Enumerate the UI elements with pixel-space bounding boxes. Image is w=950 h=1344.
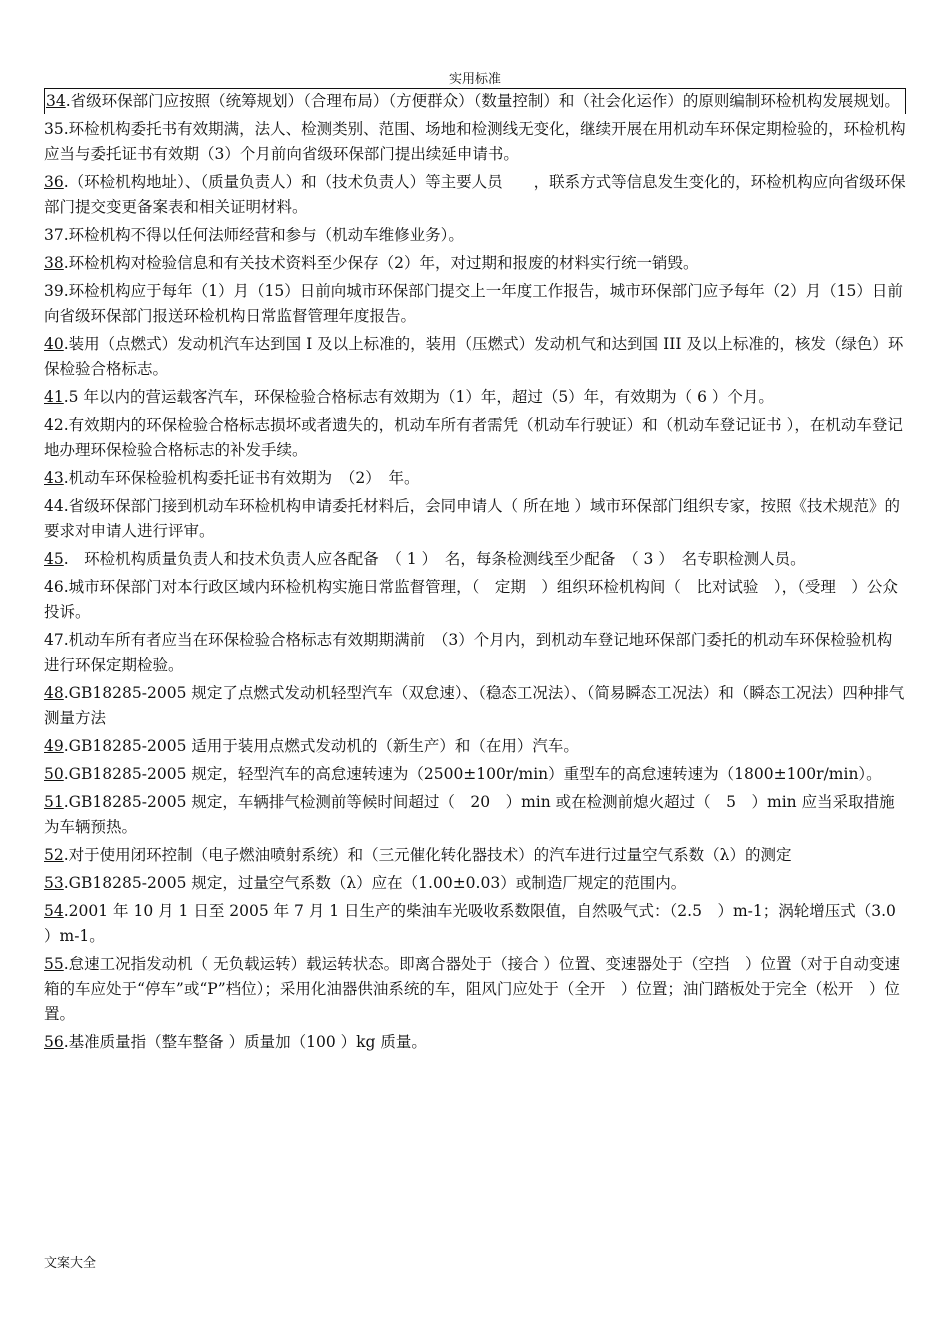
- question-text: .2001 年 10 月 1 日至 2005 年 7 月 1 日生产的柴油车光吸收系数限值，自然吸气式：（2.5 ）m-1；涡轮增压式（3.0 ）m-1。: [44, 902, 896, 945]
- question-text: .基准质量指（整车整备 ）质量加（100 ）kg 质量。: [63, 1033, 427, 1051]
- question-item: [44, 681, 906, 731]
- question-number: 34: [46, 92, 66, 110]
- question-item: [44, 899, 906, 949]
- question-number: 56: [44, 1033, 64, 1051]
- question-text: .GB18285-2005 规定，轻型汽车的高怠速转速为（2500±100r/min）重型车的高怠速转速为（1800±100r/min）。: [63, 765, 882, 783]
- question-item: [44, 413, 906, 463]
- question-text: .GB18285-2005 规定了点燃式发动机轻型汽车（双怠速）、（稳态工况法）、（简易瞬态工况法）和（瞬态工况法）四种排气测量方法: [44, 684, 905, 727]
- question-item: [44, 762, 906, 787]
- question-text: .环检机构对检验信息和有关技术资料至少保存（2）年，对过期和报废的材料实行统一销毁。: [63, 254, 699, 272]
- question-text: .（环检机构地址）、（质量负责人）和（技术负责人）等主要人员 ，联系方式等信息发生变化的，环检机构应向省级环保部门提交变更备案表和相关证明材料。: [44, 173, 906, 216]
- question-number: 36: [44, 173, 64, 191]
- question-number: 54: [44, 902, 64, 920]
- question-item: [44, 628, 906, 678]
- question-number: 45: [44, 550, 64, 568]
- question-item: [44, 1030, 906, 1055]
- question-text: .GB18285-2005 适用于装用点燃式发动机的（新生产）和（在用）汽车。: [63, 737, 579, 755]
- question-item: [44, 952, 906, 1027]
- question-number: 38: [44, 254, 64, 272]
- question-number: 40: [44, 335, 64, 353]
- question-text: .环检机构委托书有效期满，法人、检测类别、范围、场地和检测线无变化，继续开展在用机动车环保定期检验的，环检机构应当与委托证书有效期（3）个月前向省级环保部门提出续延申请书。: [44, 120, 906, 163]
- question-item: [44, 843, 906, 868]
- question-item: [44, 871, 906, 896]
- question-item: [44, 170, 906, 220]
- question-text: .GB18285-2005 规定，过量空气系数（λ）应在（1.00±0.03）或制造厂规定的范围内。: [63, 874, 687, 892]
- question-number: 43: [44, 469, 64, 487]
- question-number: 39: [44, 282, 64, 300]
- question-text: .机动车所有者应当在环保检验合格标志有效期期满前 （3）个月内，到机动车登记地环保部门委托的机动车环保检验机构进行环保定期检验。: [44, 631, 893, 674]
- question-number: 41: [44, 388, 64, 406]
- question-item: [44, 251, 906, 276]
- question-text: .5 年以内的营运载客汽车，环保检验合格标志有效期为（1）年，超过（5）年，有效期为（ 6 ）个月。: [63, 388, 774, 406]
- question-text: .机动车环保检验机构委托证书有效期为 （2） 年。: [63, 469, 420, 487]
- question-item: [44, 117, 906, 167]
- question-number: 51: [44, 793, 64, 811]
- question-number: 49: [44, 737, 64, 755]
- question-number: 47: [44, 631, 64, 649]
- question-list: [44, 88, 906, 1058]
- question-text: .省级环保部门应按照（统筹规划）（合理布局）（方便群众）（数量控制）和（社会化运作）的原则编制环检机构发展规划。: [65, 92, 900, 110]
- question-number: 35: [44, 120, 64, 138]
- question-number: 50: [44, 765, 64, 783]
- question-number: 52: [44, 846, 64, 864]
- question-item: [44, 223, 906, 248]
- question-number: 48: [44, 684, 64, 702]
- question-item: [44, 466, 906, 491]
- question-text: .怠速工况指发动机（ 无负载运转）载运转状态。即离合器处于（接合 ）位置、变速器处于（空挡 ）位置（对于自动变速箱的车应处于“停车”或“P”档位）；采用化油器供油系统的车，阻风门应处于（全开 ）位置；油门踏板处于完全（松开 ）位置。: [44, 955, 901, 1023]
- question-text: .装用（点燃式）发动机汽车达到国 I 及以上标准的，装用（压燃式）发动机气和达到国 III 及以上标准的，核发（绿色）环保检验合格标志。: [44, 335, 904, 378]
- question-number: 55: [44, 955, 64, 973]
- question-number: 44: [44, 497, 64, 515]
- question-text: .有效期内的环保检验合格标志损坏或者遗失的，机动车所有者需凭（机动车行驶证）和（机动车登记证书 ），在机动车登记地办理环保检验合格标志的补发手续。: [44, 416, 903, 459]
- question-item: [44, 332, 906, 382]
- question-text: . 环检机构质量负责人和技术负责人应各配备 （ 1 ） 名，每条检测线至少配备 （ 3 ） 名专职检测人员。: [63, 550, 806, 568]
- page-footer: 文案大全: [44, 1256, 97, 1271]
- question-text: .环检机构应于每年（1）月（15）日前向城市环保部门提交上一年度工作报告，城市环保部门应予每年（2）月（15）日前向省级环保部门报送环检机构日常监督管理年度报告。: [44, 282, 903, 325]
- question-item: [44, 547, 906, 572]
- question-number: 42: [44, 416, 64, 434]
- question-item: [44, 279, 906, 329]
- question-text: .GB18285-2005 规定，车辆排气检测前等候时间超过（ 20 ）min 或在检测前熄火超过（ 5 ）min 应当采取措施为车辆预热。: [44, 793, 895, 836]
- question-number: 53: [44, 874, 64, 892]
- question-item: [44, 494, 906, 544]
- question-item: [44, 790, 906, 840]
- question-item: [44, 385, 906, 410]
- question-item: [44, 575, 906, 625]
- question-item: [44, 88, 906, 114]
- question-text: .城市环保部门对本行政区域内环检机构实施日常监督管理，（ 定期 ）组织环检机构间（ 比对试验 ），（受理 ）公众投诉。: [44, 578, 898, 621]
- question-text: .对于使用闭环控制（电子燃油喷射系统）和（三元催化转化器技术）的汽车进行过量空气系数（λ）的测定: [63, 846, 792, 864]
- page-header: 实用标准: [448, 72, 501, 87]
- question-item: [44, 734, 906, 759]
- question-number: 46: [44, 578, 64, 596]
- question-number: 37: [44, 226, 64, 244]
- question-text: .环检机构不得以任何法师经营和参与（机动车维修业务）。: [63, 226, 464, 244]
- question-text: .省级环保部门接到机动车环检机构申请委托材料后，会同申请人（ 所在地 ）域市环保部门组织专家，按照《技术规范》的要求对申请人进行评审。: [44, 497, 901, 540]
